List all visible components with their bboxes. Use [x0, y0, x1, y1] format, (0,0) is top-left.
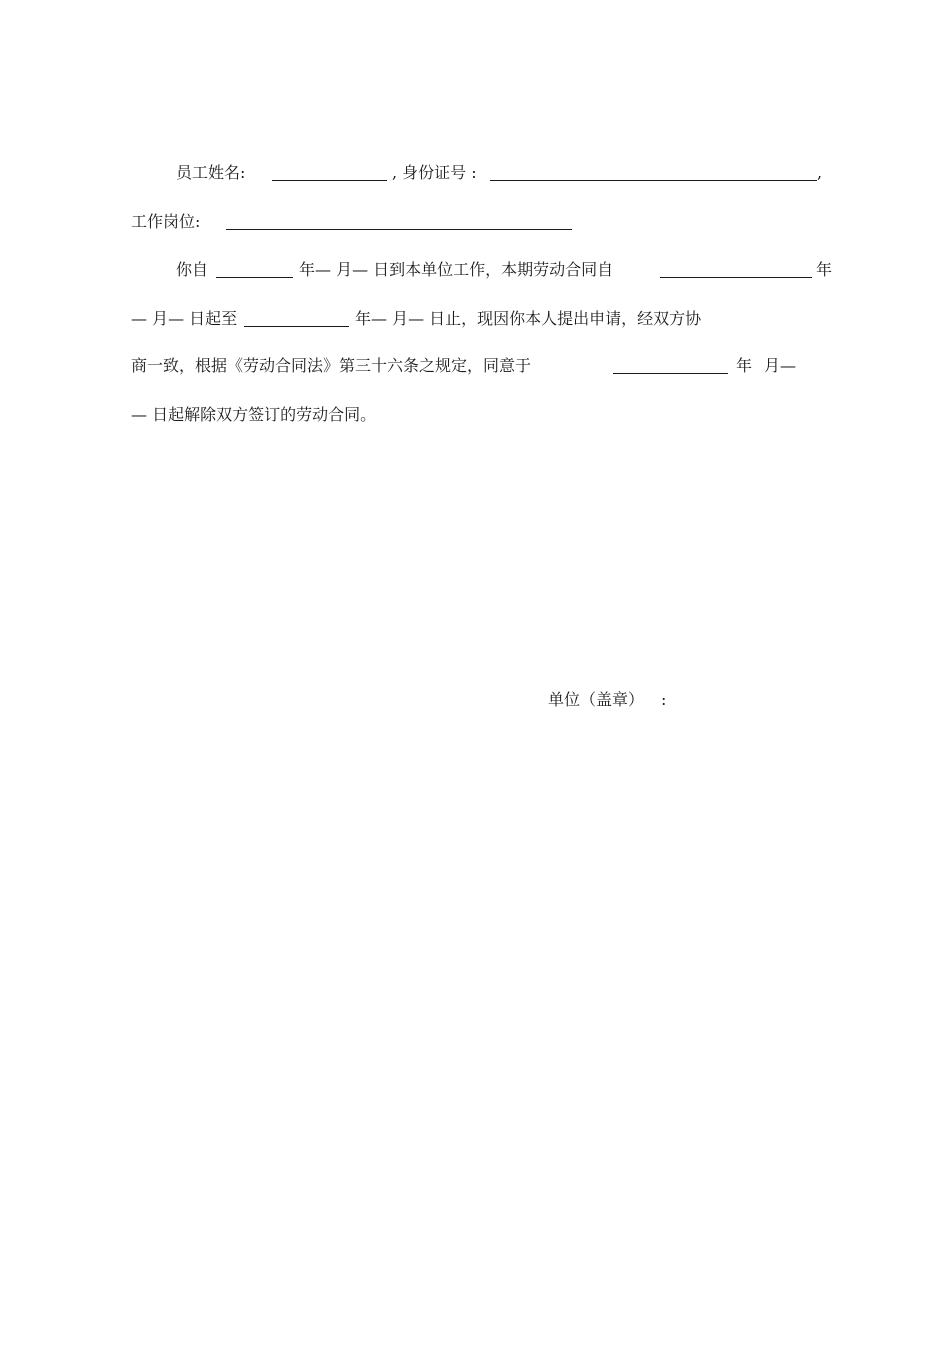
- employee-name-blank[interactable]: [272, 180, 387, 181]
- legal-basis-text: 商一致，根据《劳动合同法》第三十六条之规定，同意于: [131, 356, 532, 375]
- contract-start-date-text: — 月— 日起至: [131, 309, 238, 328]
- contract-line-3: [0, 356, 950, 376]
- id-number-blank[interactable]: [490, 180, 817, 181]
- from-label: 你自: [176, 260, 209, 279]
- position-blank[interactable]: [226, 229, 572, 230]
- contract-line-4: [0, 405, 950, 425]
- contract-end-year-blank[interactable]: [244, 326, 349, 327]
- termination-year-label: 年: [736, 356, 753, 375]
- termination-month-label: 月—: [764, 356, 797, 375]
- contract-line-1: [0, 260, 950, 280]
- contract-start-year-blank[interactable]: [660, 277, 812, 278]
- termination-year-blank[interactable]: [613, 373, 728, 374]
- employee-name-label: 员工姓名:: [176, 163, 246, 182]
- id-number-label: , 身份证号 :: [392, 163, 477, 182]
- contract-end-text: 年— 月— 日止，现因你本人提出申请，经双方协: [355, 309, 702, 328]
- employee-info-line: [0, 163, 950, 183]
- position-label: 工作岗位:: [131, 212, 201, 231]
- position-line: [0, 212, 950, 232]
- line1-comma: ,: [817, 163, 823, 182]
- start-work-date-text: 年— 月— 日到本单位工作，本期劳动合同自: [299, 260, 614, 279]
- unit-seal-label: [548, 690, 644, 710]
- contract-line-2: [0, 309, 950, 329]
- termination-text: — 日起解除双方签订的劳动合同。: [131, 405, 377, 424]
- year-label: 年: [816, 260, 833, 279]
- signature-line: [0, 690, 950, 710]
- unit-seal-text: 单位（盖章）: [548, 690, 645, 709]
- unit-seal-colon: :: [661, 690, 667, 709]
- start-work-year-blank[interactable]: [216, 277, 293, 278]
